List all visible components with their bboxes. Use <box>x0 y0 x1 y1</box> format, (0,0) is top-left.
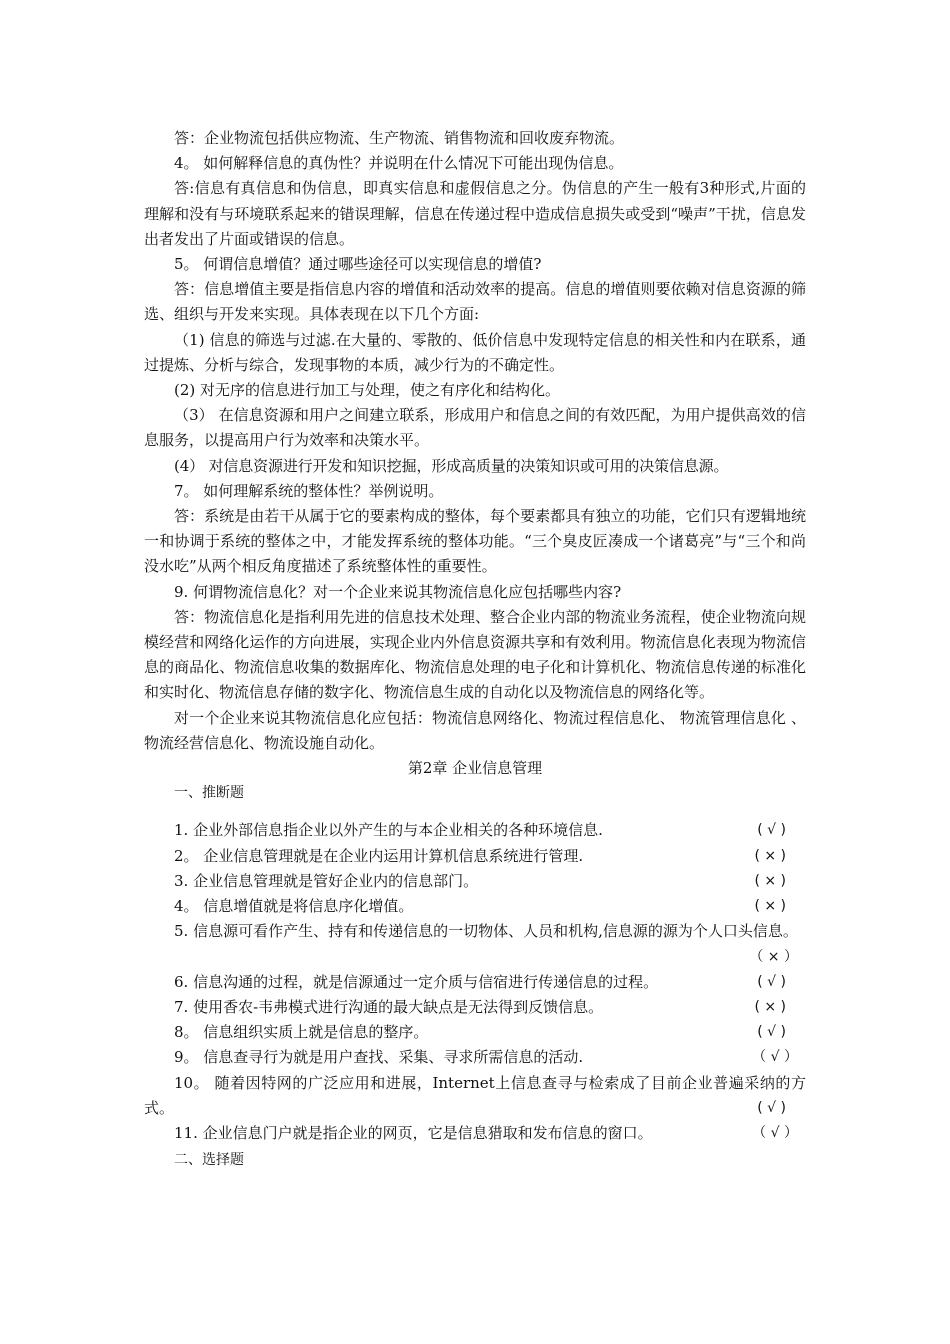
judgment-item <box>144 818 806 843</box>
judgment-item <box>144 1020 806 1045</box>
judgment-text: 3. 企业信息管理就是管好企业内的信息部门。 <box>174 871 479 890</box>
judgment-mark: ( × ) <box>754 898 786 915</box>
judgment-item <box>144 970 806 995</box>
section-heading: 一、推断题 <box>174 785 244 802</box>
judgment-text: 11. 企业信息门户就是指企业的网页，它是信息猎取和发布信息的窗口。 <box>174 1123 653 1142</box>
judgment-item <box>144 1071 806 1121</box>
judgment-mark: ( × ) <box>754 847 786 864</box>
judgment-mark: ( × ) <box>754 998 786 1015</box>
judgment-text: 10。 随着因特网的广泛应用和进展，Internet上信息查寻与检索成了目前企业普遍采纳的方式。 <box>144 1073 806 1117</box>
question-paragraph: 5。 何谓信息增值？通过哪些途径可以实现信息的增值? <box>174 255 542 274</box>
judgment-mark: ( × ) <box>754 872 786 889</box>
judgment-item <box>144 844 806 869</box>
judgment-mark: （ √ ） <box>752 1124 798 1141</box>
judgment-mark: （ × ） <box>749 948 798 965</box>
document-page <box>144 126 806 1173</box>
answer-paragraph: 答：信息增值主要是指信息内容的增值和活动效率的提高。信息的增值则要依赖对信息资源的筛选、组织与开发来实现。具体表现在以下几个方面: <box>144 280 806 324</box>
judgment-text: 5. 信息源可看作产生、持有和传递信息的一切物体、人员和机构,信息源的源为个人口头信息。 <box>174 922 798 941</box>
judgment-text: 1. 企业外部信息指企业以外产生的与本企业相关的各种环境信息. <box>174 821 603 840</box>
judgment-text: 8。 信息组织实质上就是信息的整序。 <box>174 1023 429 1042</box>
question-paragraph: 9. 何谓物流信息化？对一个企业来说其物流信息化应包括哪些内容? <box>174 582 622 601</box>
judgment-item <box>144 869 806 894</box>
judgment-text: 4。 信息增值就是将信息序化增值。 <box>174 897 414 916</box>
judgment-text: 2。 企业信息管理就是在企业内运用计算机信息系统进行管理. <box>174 846 584 865</box>
judgment-mark: ( √ ) <box>757 973 786 990</box>
answer-paragraph: 答：物流信息化是指利用先进的信息技术处理、整合企业内部的物流业务流程，使企业物流向规模经营和网络化运作的方向进展，实现企业内外信息资源共享和有效利用。物流信息化表现为物流信息的商品化、物流信息收集的数据库化、物流信息处理的电子化和计算机化、物流信息传递的标准化和实时化、物流信息存储的数字化、物流信息生成的自动化以及物流信息的网络化等。 <box>144 607 806 702</box>
judgment-mark: ( √ ) <box>757 822 786 839</box>
judgment-item <box>144 1121 806 1146</box>
judgment-item <box>144 894 806 919</box>
answer-paragraph: 答:信息有真信息和伪信息，即真实信息和虚假信息之分。伪信息的产生一般有3种形式,片面的理解和没有与环境联系起来的错误理解，信息在传递过程中造成信息损失或受到“噪声”干扰，信息发出者发出了片面或错误的信息。 <box>144 179 806 248</box>
list-item-paragraph: （1) 信息的筛选与过滤.在大量的、零散的、低价信息中发现特定信息的相关性和内在联系，通过提炼、分析与综合，发现事物的本质，减少行为的不确定性。 <box>144 330 806 374</box>
judgment-mark: ( √ ) <box>757 1024 786 1041</box>
judgment-text: 9。 信息查寻行为就是用户查找、采集、寻求所需信息的活动. <box>174 1048 584 1067</box>
judgment-item <box>144 995 806 1020</box>
list-item-paragraph: （3） 在信息资源和用户之间建立联系，形成用户和信息之间的有效匹配，为用户提供高效的信息服务，以提高用户行为效率和决策水平。 <box>144 406 806 450</box>
judgment-text: 7. 使用香农-韦弗模式进行沟通的最大缺点是无法得到反馈信息。 <box>174 997 604 1016</box>
answer-paragraph: 答：系统是由若干从属于它的要素构成的整体，每个要素都具有独立的功能，它们只有逻辑地统一和协调于系统的整体之中，才能发挥系统的整体功能。“三个臭皮匠凑成一个诸葛亮”与“三个和尚没水吃”从两个相反角度描述了系统整体性的重要性。 <box>144 507 806 576</box>
answer-paragraph: 答：企业物流包括供应物流、生产物流、销售物流和回收废弃物流。 <box>174 129 625 147</box>
list-item-paragraph: (4） 对信息资源进行开发和知识挖掘，形成高质量的决策知识或可用的决策信息源。 <box>174 456 729 475</box>
answer-paragraph: 对一个企业来说其物流信息化应包括：物流信息网络化、物流过程信息化、 物流管理信息化 、物流经营信息化、物流设施自动化。 <box>144 708 806 752</box>
judgment-item <box>144 919 806 969</box>
list-item-paragraph: (2) 对无序的信息进行加工与处理，使之有序化和结构化。 <box>174 381 561 400</box>
judgment-text: 6. 信息沟通的过程，就是信源通过一定介质与信宿进行传递信息的过程。 <box>174 972 659 991</box>
judgment-mark: （ √ ） <box>752 1049 798 1066</box>
judgment-mark: ( √ ) <box>757 1099 786 1116</box>
section-heading: 二、选择题 <box>174 1152 244 1169</box>
chapter-title: 第2章 企业信息管理 <box>407 759 543 778</box>
judgment-item <box>144 1045 806 1070</box>
question-paragraph: 7。 如何理解系统的整体性？举例说明。 <box>174 481 444 500</box>
question-paragraph: 4。 如何解释信息的真伪性？并说明在什么情况下可能出现伪信息。 <box>174 154 624 173</box>
